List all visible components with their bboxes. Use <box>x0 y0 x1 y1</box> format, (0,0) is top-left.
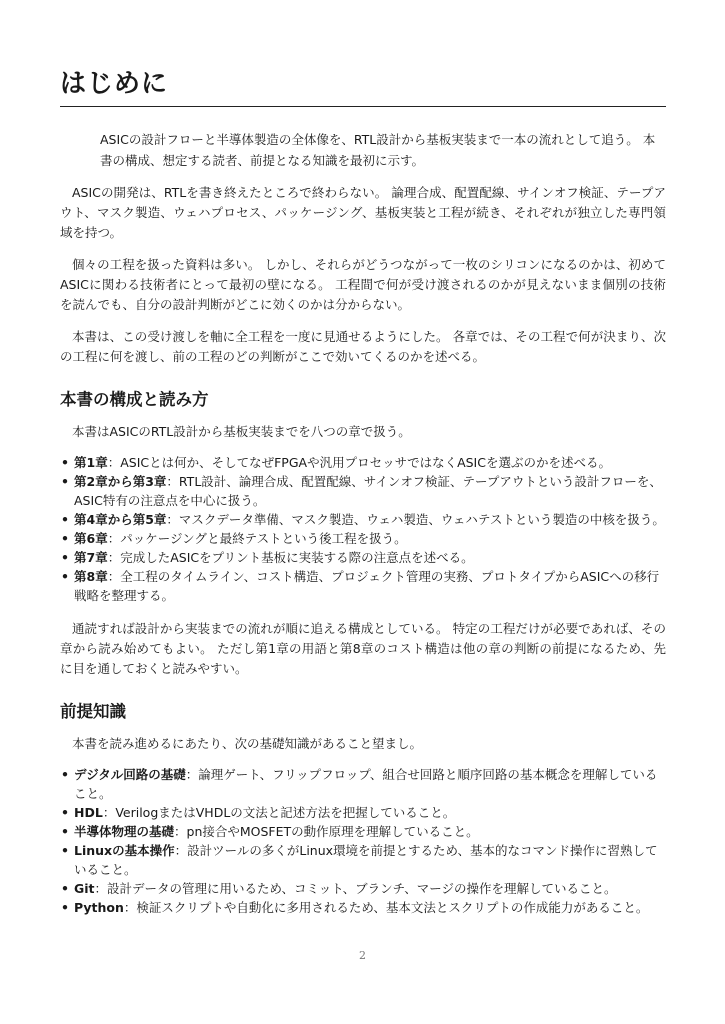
list-item <box>74 548 666 567</box>
page-number: 2 <box>359 949 366 962</box>
list-item-text: ：マスクデータ準備、マスク製造、ウェハ製造、ウェハテストという製造の中核を扱う。 <box>166 512 665 527</box>
list-item-term: 第1章 <box>74 455 108 470</box>
list-item-term: 第2章から第3章 <box>74 474 167 489</box>
intro-paragraph-1: ASICの開発は、RTLを書き終えたところで終わらない。 論理合成、配置配線、サインオフ検証、テープアウト、マスク製造、ウェハプロセス、パッケージング、基板実装と工程が続き、それぞれが独立した専門領域を持つ。 <box>60 185 666 240</box>
list-item-text: ：RTL設計、論理合成、配置配線、サインオフ検証、テープアウトという設計フローを、ASIC特有の注意点を中心に扱う。 <box>74 474 662 508</box>
list-item-text: ：全工程のタイムライン、コスト構造、プロジェクト管理の実務、プロトタイプからASICへの移行戦略を整理する。 <box>74 569 660 603</box>
intro-paragraph-3: 本書は、この受け渡しを軸に全工程を一度に見通せるようにした。 各章では、その工程で何が決まり、次の工程に何を渡し、前の工程のどの判断がここで効いてくるのかを述べる。 <box>60 329 666 364</box>
list-item-term: 第7章 <box>74 550 108 565</box>
list-item-text: ：完成したASICをプリント基板に実装する際の注意点を述べる。 <box>107 550 474 565</box>
document-page <box>60 62 666 917</box>
list-item-term: 第6章 <box>74 531 108 546</box>
list-item-term: Python <box>74 900 124 915</box>
list-item-term: Linuxの基本操作 <box>74 843 175 858</box>
prereq-list <box>60 765 666 917</box>
list-item <box>74 841 666 879</box>
list-item-text: ：論理ゲート、フリップフロップ、組合せ回路と順序回路の基本概念を理解していること。 <box>74 767 658 801</box>
list-item-term: 第4章から第5章 <box>74 512 167 527</box>
list-item <box>74 822 666 841</box>
list-item <box>74 879 666 898</box>
page-title: はじめに <box>60 62 666 107</box>
list-item-text: ：検証スクリプトや自動化に多用されるため、基本文法とスクリプトの作成能力があること。 <box>123 900 649 915</box>
list-item <box>74 898 666 917</box>
intro-paragraph-2: 個々の工程を扱った資料は多い。 しかし、それらがどうつながって一枚のシリコンになるのかは、初めてASICに関わる技術者にとって最初の壁になる。 工程間で何が受け渡されるのかが見えないまま個別の技術を読んでも、自分の設計判断がどこに効くのかは分からない。 <box>60 257 666 312</box>
chapter-list <box>60 453 666 605</box>
list-item <box>74 803 666 822</box>
list-item <box>74 529 666 548</box>
structure-lead: 本書はASICのRTL設計から基板実装までを八つの章で扱う。 <box>72 424 411 439</box>
list-item <box>74 765 666 803</box>
abstract: ASICの設計フローと半導体製造の全体像を、RTL設計から基板実装まで一本の流れとして追う。 本書の構成、想定する読者、前提となる知識を最初に示す。 <box>100 132 656 168</box>
list-item <box>74 472 666 510</box>
list-item <box>74 453 666 472</box>
list-item <box>74 567 666 605</box>
list-item-term: HDL <box>74 805 103 820</box>
list-item-text: ：パッケージングと最終テストという後工程を扱う。 <box>107 531 407 546</box>
structure-closing: 通読すれば設計から実装までの流れが順に追える構成としている。 特定の工程だけが必要であれば、その章から読み始めてもよい。 ただし第1章の用語と第8章のコスト構造は他の章の判断の前提になるため、先に目を通しておくと読みやすい。 <box>60 621 666 676</box>
list-item-text: ：VerilogまたはVHDLの文法と記述方法を把握していること。 <box>102 805 456 820</box>
list-item-text: ：ASICとは何か、そしてなぜFPGAや汎用プロセッサではなくASICを選ぶのかを述べる。 <box>107 455 611 470</box>
list-item-text: ：設計ツールの多くがLinux環境を前提とするため、基本的なコマンド操作に習熟していること。 <box>74 843 658 877</box>
structure-heading: 本書の構成と読み方 <box>60 390 209 409</box>
list-item-term: Git <box>74 881 95 896</box>
list-item-term: デジタル回路の基礎 <box>74 767 186 782</box>
list-item <box>74 510 666 529</box>
list-item-term: 第8章 <box>74 569 108 584</box>
list-item-text: ：設計データの管理に用いるため、コミット、ブランチ、マージの操作を理解していること。 <box>94 881 617 896</box>
list-item-text: ：pn接合やMOSFETの動作原理を理解していること。 <box>174 824 479 839</box>
prereq-heading: 前提知識 <box>60 702 126 721</box>
list-item-term: 半導体物理の基礎 <box>74 824 175 839</box>
prereq-lead: 本書を読み進めるにあたり、次の基礎知識があること望まし。 <box>72 736 423 751</box>
